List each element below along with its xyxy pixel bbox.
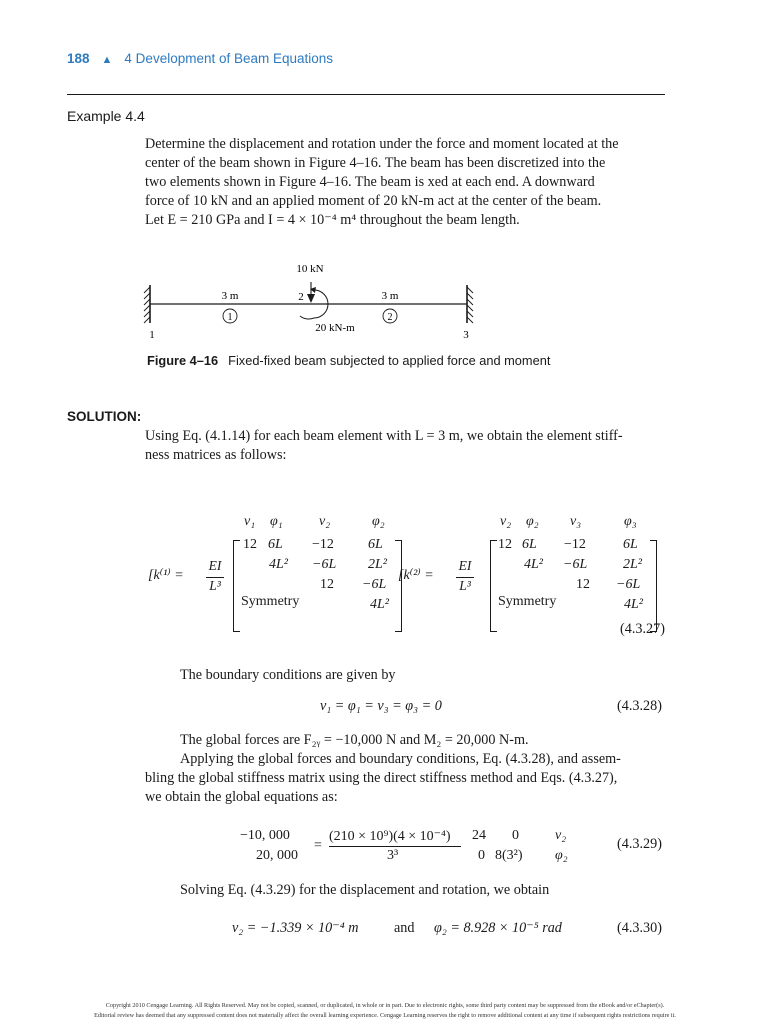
applying-line: Applying the global forces and boundary conditions, Eq. (4.3.28), and assem- bbox=[180, 751, 621, 767]
matrix-2-cell: 4L² bbox=[524, 557, 543, 572]
matrix-1-left-bracket bbox=[233, 540, 240, 632]
matrix-1-cell: 12 bbox=[243, 537, 257, 552]
matrix-2-cell: −12 bbox=[564, 537, 586, 552]
matrix-2-frac-den: L³ bbox=[459, 578, 471, 593]
header-rule bbox=[67, 94, 665, 95]
applying-line: we obtain the global equations as: bbox=[145, 789, 338, 805]
global-lhs-bottom: 20, 000 bbox=[256, 848, 298, 863]
stiffness-matrix-1 bbox=[140, 510, 420, 640]
global-equation bbox=[230, 822, 590, 872]
matrix-2-header: φ₃ bbox=[624, 514, 637, 529]
matrix-2-cell: −6L bbox=[616, 577, 641, 592]
span-right-label: 3 m bbox=[381, 290, 399, 302]
matrix-2-cell: −6L bbox=[563, 557, 588, 572]
copyright-footer bbox=[40, 1001, 730, 1021]
problem-line: Let E = 210 GPa and I = 4 × 10⁻⁴ m⁴ throughout the beam length. bbox=[145, 212, 520, 228]
intro-line: ness matrices as follows: bbox=[145, 447, 287, 463]
matrix-1-header: v₂ bbox=[319, 514, 331, 529]
global-matrix-cell: 24 bbox=[472, 828, 486, 843]
matrix-1-symmetry: Symmetry bbox=[241, 594, 300, 609]
page-number: 188 bbox=[67, 51, 90, 66]
matrix-1-label: [k⁽¹⁾ = bbox=[148, 568, 184, 583]
equation-number-4-3-28: (4.3.28) bbox=[617, 698, 662, 714]
moment-label: 20 kN-m bbox=[315, 322, 355, 334]
result-and: and bbox=[394, 920, 415, 936]
beam-figure bbox=[140, 260, 490, 345]
global-forces-text: The global forces are F₂ᵧ = −10,000 N and M₂ = 20,000 N-m. bbox=[180, 732, 529, 748]
matrix-1-header: φ₂ bbox=[372, 514, 385, 529]
matrix-2-cell: 12 bbox=[498, 537, 512, 552]
node-2-label: 2 bbox=[298, 291, 304, 303]
moment-arc-icon bbox=[300, 287, 328, 319]
triangle-marker-icon: ▲ bbox=[101, 54, 113, 66]
matrix-1-frac-num: EI bbox=[208, 558, 222, 573]
matrix-2-label: [k⁽²⁾ = bbox=[398, 568, 434, 583]
matrix-2-cell: 6L bbox=[522, 537, 537, 552]
global-matrix-cell: 8(3²) bbox=[495, 848, 523, 863]
problem-line: Determine the displacement and rotation under the force and moment located at the bbox=[145, 136, 619, 152]
load-arrow-icon bbox=[307, 282, 315, 303]
matrix-2-header: v₂ bbox=[500, 514, 512, 529]
matrix-1-cell: 2L² bbox=[368, 557, 387, 572]
problem-line: center of the beam shown in Figure 4–16. The beam has been discretized into the bbox=[145, 155, 606, 171]
global-frac-den: 3³ bbox=[387, 848, 399, 863]
left-fixed-support bbox=[144, 285, 150, 323]
result-phi2: φ₂ = 8.928 × 10⁻⁵ rad bbox=[434, 920, 562, 936]
footer-line: Editorial review has deemed that any suppressed content does not materially affect the overall learning experience. Cengage Learning reserves the right to remove additional content at any time if subsequent rights restrictions require it. bbox=[94, 1012, 676, 1019]
matrix-1-cell: 4L² bbox=[370, 597, 389, 612]
figure-caption-text: Fixed-fixed beam subjected to applied force and moment bbox=[228, 353, 551, 368]
running-header bbox=[67, 51, 333, 66]
figure-caption-label: Figure 4–16 bbox=[147, 353, 219, 368]
matrix-2-header: φ₂ bbox=[526, 514, 539, 529]
matrix-2-right-bracket bbox=[650, 540, 657, 632]
equation-number-4-3-30: (4.3.30) bbox=[617, 920, 662, 936]
intro-line: Using Eq. (4.1.14) for each beam element with L = 3 m, we obtain the element stiff- bbox=[145, 428, 623, 444]
bc-equation: v₁ = φ₁ = v₃ = φ₃ = 0 bbox=[320, 698, 442, 714]
global-unknown: φ₂ bbox=[555, 848, 568, 863]
problem-statement bbox=[145, 135, 665, 230]
global-equals: = bbox=[314, 838, 322, 853]
global-frac-line bbox=[329, 846, 461, 847]
matrix-2-cell: 2L² bbox=[623, 557, 642, 572]
applying-line: bling the global stiffness matrix using the direct stiffness method and Eqs. (4.3.27), bbox=[145, 770, 618, 786]
footer-line: Copyright 2010 Cengage Learning. All Rights Reserved. May not be copied, scanned, or duplicated, in whole or in part. Due to electronic rights, some third party content may be suppressed from the eBook and/or eChapter(s). bbox=[105, 1002, 665, 1009]
bc-text: The boundary conditions are given by bbox=[180, 667, 396, 683]
chapter-title: 4 Development of Beam Equations bbox=[124, 51, 334, 66]
right-fixed-support bbox=[467, 285, 473, 323]
matrix-2-cell: 4L² bbox=[624, 597, 643, 612]
node-3-label: 3 bbox=[463, 329, 469, 341]
solution-heading: SOLUTION: bbox=[67, 409, 142, 424]
example-title: Example 4.4 bbox=[67, 108, 145, 124]
matrix-1-cell: 6L bbox=[368, 537, 383, 552]
equation-number-4-3-29: (4.3.29) bbox=[617, 836, 662, 852]
matrix-2-header: v₃ bbox=[570, 514, 582, 529]
matrix-1-header: v₁ bbox=[244, 514, 256, 529]
matrix-1-header: φ₁ bbox=[270, 514, 283, 529]
global-matrix-cell: 0 bbox=[478, 848, 485, 863]
matrix-1-cell: 4L² bbox=[269, 557, 288, 572]
matrix-1-frac-den: L³ bbox=[209, 578, 221, 593]
matrix-2-cell: 12 bbox=[576, 577, 590, 592]
global-frac-num: (210 × 10⁹)(4 × 10⁻⁴) bbox=[329, 829, 451, 844]
matrix-1-cell: −6L bbox=[312, 557, 337, 572]
solving-text: Solving Eq. (4.3.29) for the displacement and rotation, we obtain bbox=[180, 882, 550, 898]
global-unknown: v₂ bbox=[555, 828, 567, 843]
matrix-1-cell: −6L bbox=[362, 577, 387, 592]
matrix-2-symmetry: Symmetry bbox=[498, 594, 557, 609]
figure-caption bbox=[147, 353, 550, 368]
result-v2: v₂ = −1.339 × 10⁻⁴ m bbox=[232, 920, 359, 936]
matrix-1-cell: 6L bbox=[268, 537, 283, 552]
node-1-label: 1 bbox=[149, 329, 155, 341]
load-label: 10 kN bbox=[296, 263, 324, 275]
global-lhs-top: −10, 000 bbox=[240, 828, 290, 843]
matrix-2-frac-num: EI bbox=[458, 558, 472, 573]
element-2-label: 2 bbox=[387, 312, 393, 323]
global-matrix-cell: 0 bbox=[512, 828, 519, 843]
equation-number-4-3-27: (4.3.27) bbox=[620, 621, 665, 637]
matrix-2-cell: 6L bbox=[623, 537, 638, 552]
matrix-2-left-bracket bbox=[490, 540, 497, 632]
matrix-1-cell: −12 bbox=[312, 537, 334, 552]
applying-text bbox=[145, 750, 665, 807]
matrix-1-cell: 12 bbox=[320, 577, 334, 592]
problem-line: two elements shown in Figure 4–16. The beam is xed at each end. A downward bbox=[145, 174, 595, 190]
span-left-label: 3 m bbox=[221, 290, 239, 302]
problem-line: force of 10 kN and an applied moment of 20 kN-m act at the center of the beam. bbox=[145, 193, 602, 209]
element-1-label: 1 bbox=[227, 312, 233, 323]
solution-intro bbox=[145, 427, 665, 465]
